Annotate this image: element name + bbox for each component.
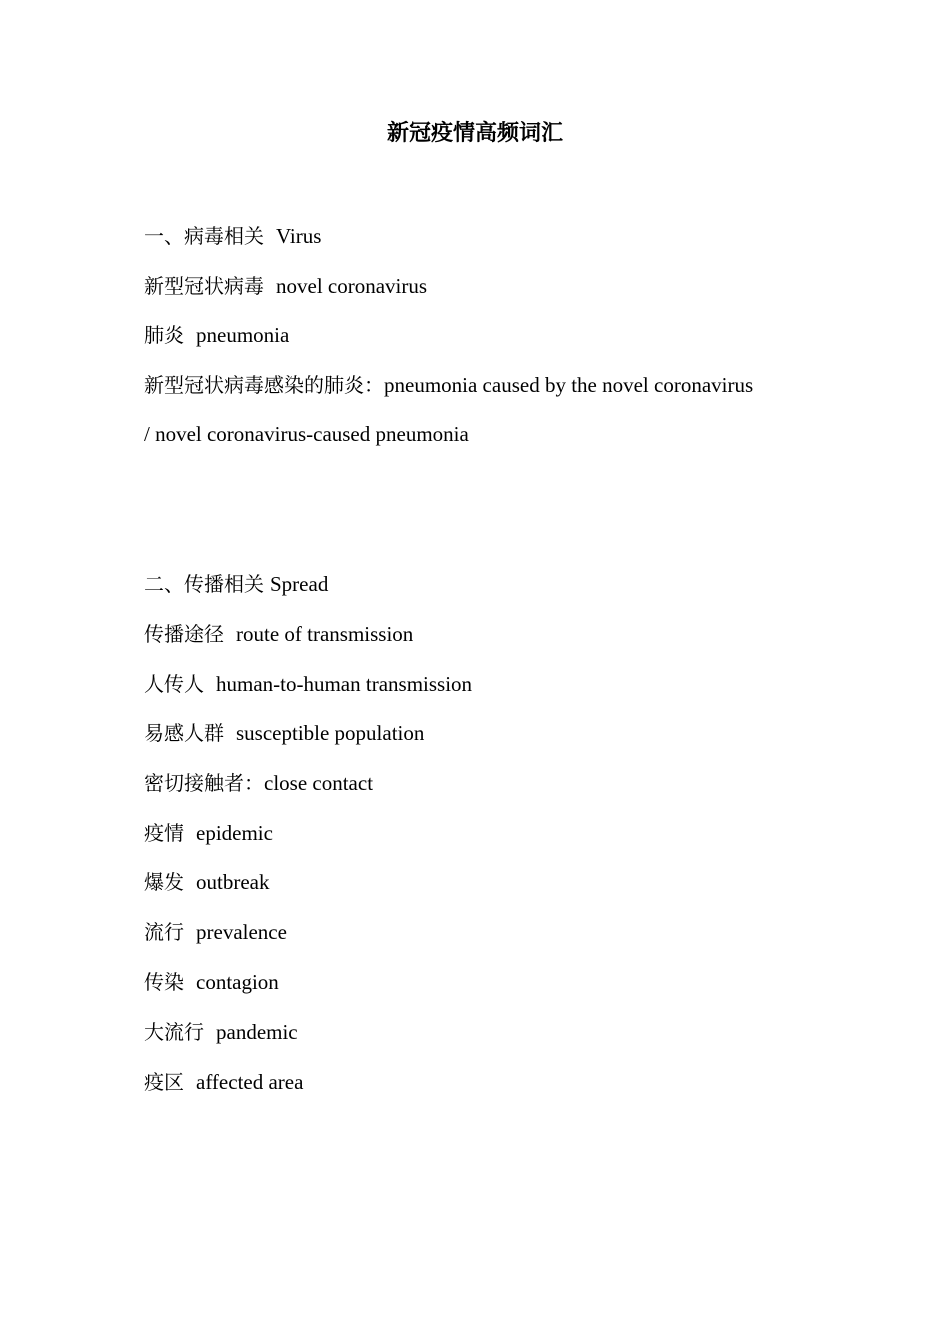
term-zh: 传播途径 bbox=[144, 622, 224, 646]
term-separator: ： bbox=[244, 771, 264, 795]
term-zh: 人传人 bbox=[144, 672, 204, 696]
term-entry bbox=[144, 320, 289, 350]
term-en: prevalence bbox=[196, 920, 287, 944]
term-entry bbox=[144, 718, 424, 748]
term-en: novel coronavirus bbox=[276, 274, 428, 298]
term-zh: 肺炎 bbox=[144, 323, 184, 347]
section-heading-spread bbox=[144, 569, 328, 599]
term-entry bbox=[144, 768, 373, 798]
term-en: close contact bbox=[264, 771, 374, 795]
term-entry bbox=[144, 867, 269, 897]
term-zh: 流行 bbox=[144, 920, 184, 944]
term-entry bbox=[144, 370, 753, 400]
term-en: contagion bbox=[196, 970, 279, 994]
document-title: 新冠疫情高频词汇 bbox=[386, 121, 563, 146]
term-entry bbox=[144, 967, 279, 997]
section-heading-en: Virus bbox=[276, 224, 322, 248]
term-entry bbox=[144, 917, 287, 947]
term-en: pandemic bbox=[216, 1020, 298, 1044]
term-zh: 大流行 bbox=[144, 1020, 204, 1044]
term-separator: ： bbox=[364, 373, 384, 397]
term-en: epidemic bbox=[196, 821, 273, 845]
term-en: route of transmission bbox=[236, 622, 414, 646]
term-entry bbox=[144, 818, 273, 848]
term-entry bbox=[144, 271, 427, 301]
section-heading-virus bbox=[144, 221, 321, 251]
section-heading-en: Spread bbox=[270, 572, 329, 596]
term-en: pneumonia bbox=[196, 323, 290, 347]
term-continuation: / novel coronavirus-caused pneumonia bbox=[144, 422, 469, 446]
term-zh: 易感人群 bbox=[144, 721, 224, 745]
term-zh: 疫情 bbox=[144, 821, 184, 845]
term-zh: 爆发 bbox=[144, 870, 184, 894]
term-entry bbox=[144, 619, 413, 649]
term-zh: 密切接触者 bbox=[144, 771, 244, 795]
term-en: human-to-human transmission bbox=[216, 672, 473, 696]
section-heading-zh: 一、病毒相关 bbox=[144, 224, 264, 248]
term-zh: 新型冠状病毒感染的肺炎 bbox=[144, 373, 364, 397]
term-en: affected area bbox=[196, 1070, 304, 1094]
term-en: pneumonia caused by the novel coronavirus bbox=[384, 373, 754, 397]
term-entry bbox=[144, 1017, 298, 1047]
term-en: outbreak bbox=[196, 870, 270, 894]
term-zh: 疫区 bbox=[144, 1070, 184, 1094]
term-en: susceptible population bbox=[236, 721, 425, 745]
term-entry bbox=[144, 669, 472, 699]
term-zh: 传染 bbox=[144, 970, 184, 994]
term-zh: 新型冠状病毒 bbox=[144, 274, 264, 298]
section-heading-zh: 二、传播相关 bbox=[144, 572, 264, 596]
term-entry bbox=[144, 1067, 303, 1097]
